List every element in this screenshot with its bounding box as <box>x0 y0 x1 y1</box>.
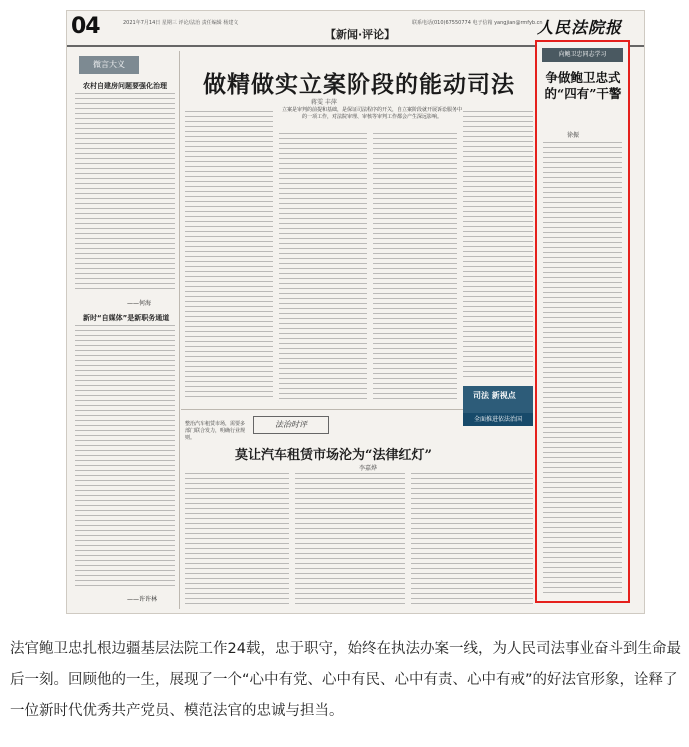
law-column-tag: 法治时评 <box>253 416 329 434</box>
header-meta-left: 2021年7月14日 星期三 评论/法治 责任编辑 杨建文 <box>123 20 239 26</box>
highlight-title: 争做鲍卫忠式的“四有”干警 <box>544 70 622 101</box>
sidebar-ad <box>463 386 533 426</box>
law-pull-quote: 整治汽车租赁市场，需要多部门联合发力，明确行业规则。 <box>185 421 246 441</box>
left-author-2: ——许许林 <box>127 596 158 603</box>
left-column-text-1 <box>75 93 175 293</box>
ad-top-text: 司法 新视点 <box>473 391 516 400</box>
newspaper-logo: 人民法院报 <box>537 18 623 37</box>
left-subhead-1: 农村自建房问题要强化治理 <box>83 82 167 90</box>
law-column-author: 李嘉烨 <box>359 465 378 472</box>
highlight-body-text <box>543 142 622 597</box>
column-badge: 微言大义 <box>79 56 139 74</box>
left-subhead-2: 新时“自媒体”是新职务通道 <box>83 314 170 322</box>
main-text-col-4 <box>463 111 533 379</box>
law-text-col-1 <box>185 473 289 608</box>
highlighted-article <box>535 40 630 603</box>
page-number: 04 <box>71 14 100 39</box>
main-article-lead: 立案是审判的前提和基础，是保证司法程序的开关，自立案阶段就开展诉讼服务中的一项工作，对法院审理、审核等审判工作都会产生深远影响。 <box>282 107 463 120</box>
main-text-col-2 <box>279 133 367 399</box>
header-meta-right: 联系电话(010)67550774 电子信箱 yangjian@rmfyb.cn <box>412 20 543 26</box>
highlight-tag: 向鲍卫忠同志学习 <box>542 48 623 62</box>
law-text-col-2 <box>295 473 405 608</box>
main-text-col-1 <box>185 111 273 399</box>
image-caption: 法官鲍卫忠扎根边疆基层法院工作24载，忠于职守，始终在执法办案一线，为人民司法事业奋斗到生命最后一刻。回顾他的一生，展现了一个“心中有党、心中有民、心中有责、心中有戒”的好法官形象，诠释了一位新时代优秀共产党员、模范法官的忠诚与担当。 <box>10 641 681 719</box>
law-column-title: 莫让汽车租赁市场沦为“法律红灯” <box>235 448 432 463</box>
main-text-col-3 <box>373 133 457 399</box>
left-column-text-2 <box>75 325 175 590</box>
main-article-author: 蒋雯 丰萍 <box>311 99 337 106</box>
section-name: 【新闻·评论】 <box>325 28 396 41</box>
main-article-title: 做精做实立案阶段的能动司法 <box>203 71 515 98</box>
ad-bottom-text: 全面推进依法治国 <box>463 413 533 426</box>
highlight-author: 徐振 <box>567 132 580 139</box>
left-column-divider <box>179 51 180 609</box>
law-text-col-3 <box>411 473 533 608</box>
left-author-1: ——何海 <box>127 300 152 307</box>
